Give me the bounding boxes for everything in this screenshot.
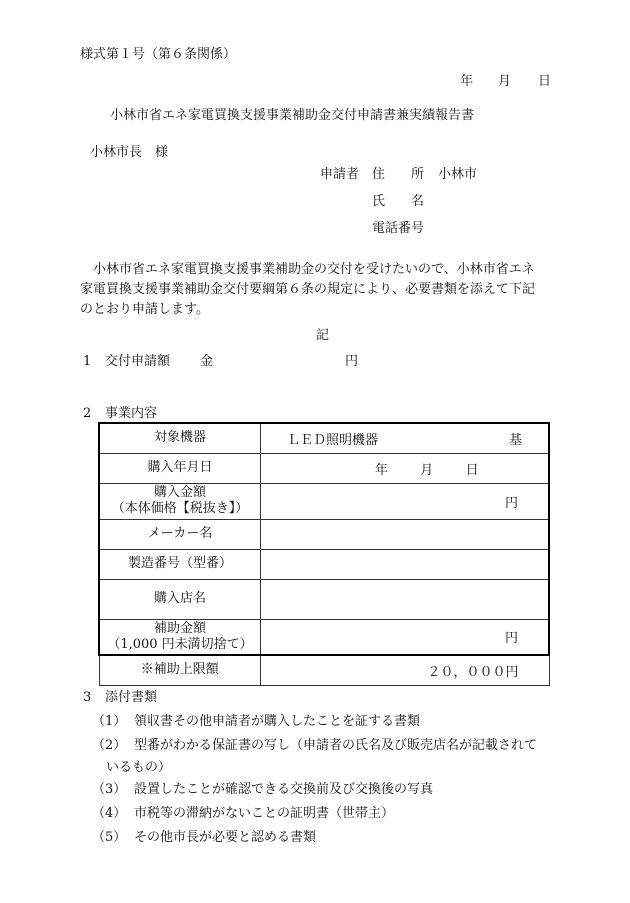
- body-line-2: 家電買換支援事業補助金交付要綱第６条の規定により、必要書類を添えて下記: [80, 282, 536, 297]
- attachment-number: （4）: [92, 806, 127, 821]
- attachment-text: その他市長が必要と認める書類: [134, 830, 317, 845]
- name-label: 氏 名: [372, 194, 425, 209]
- date-month: 月: [498, 74, 512, 89]
- table-row: [99, 549, 549, 579]
- section-1-label: 交付申請額: [105, 354, 171, 369]
- subsidy-cap-value: ２０，０００円: [261, 655, 550, 685]
- purchase-amount-label-line2: （本体価格【税抜き】）: [111, 501, 249, 516]
- document-title: 小林市省エネ家電買換支援事業補助金交付申請書兼実績報告書: [110, 108, 475, 123]
- target-device-unit: 基: [508, 432, 522, 448]
- address-label: 住 所: [372, 167, 425, 182]
- date-year: 年: [460, 74, 474, 89]
- table-row: [99, 453, 549, 483]
- section-3-number: 3: [83, 690, 92, 705]
- purchase-amount-label: [99, 483, 261, 519]
- table-row: [99, 423, 549, 453]
- maker-name-label: メーカー名: [99, 519, 261, 549]
- target-device-label: 対象機器: [99, 423, 261, 453]
- subsidy-amount-label-line2: （1,000 円未満切捨て）: [107, 636, 253, 652]
- purchase-date-year: 年: [375, 462, 389, 478]
- addressee: 小林市長 様: [90, 145, 169, 160]
- store-name-value: [261, 579, 550, 619]
- subsidy-amount-label: [99, 619, 261, 655]
- attachment-text: 設置したことが確認できる交換前及び交換後の写真: [134, 782, 434, 797]
- form-number: 様式第１号（第６条関係）: [80, 47, 237, 62]
- purchase-date-label: 購入年月日: [99, 453, 261, 483]
- purchase-amount-unit: 円: [261, 483, 550, 519]
- address-value: 小林市: [438, 167, 478, 182]
- attachment-number: （5）: [92, 830, 127, 845]
- target-device-value: ＬＥＤ照明機器: [287, 432, 379, 448]
- purchase-date-month: 月: [420, 462, 434, 478]
- table-row: [99, 619, 549, 655]
- attachment-text: 型番がわかる保証書の写し（申請者の氏名及び販売店名が記載されて: [134, 738, 538, 753]
- table-row: [99, 579, 549, 619]
- serial-number-value: [261, 549, 550, 579]
- section-1-number: 1: [83, 354, 92, 369]
- attachment-number: （3）: [92, 782, 127, 797]
- subsidy-amount-unit: 円: [261, 619, 550, 655]
- purchase-date-day: 日: [465, 462, 479, 478]
- table-row: [99, 655, 549, 685]
- body-line-3: のとおり申請します。: [80, 302, 209, 317]
- maker-name-value: [261, 519, 550, 549]
- applicant-label: 申請者: [320, 167, 360, 182]
- table-row: [99, 519, 549, 549]
- serial-number-label: 製造番号（型番）: [99, 549, 261, 579]
- purchase-amount-label-line1: 購入金額: [153, 485, 206, 500]
- business-content-table: [98, 422, 550, 686]
- phone-label: 電話番号: [372, 221, 425, 236]
- attachment-text: 市税等の滞納がないことの証明書（世帯主）: [134, 806, 395, 821]
- section-1-kin: 金: [200, 354, 214, 369]
- section-2-label: 事業内容: [105, 406, 158, 421]
- target-device-cell: [261, 423, 550, 453]
- section-3-label: 添付書類: [105, 690, 158, 705]
- attachment-text: 領収書その他申請者が購入したことを証する書類: [134, 714, 421, 729]
- attachment-number: （1）: [92, 714, 127, 729]
- store-name-label: 購入店名: [99, 579, 261, 619]
- purchase-date-cell: [261, 453, 550, 483]
- section-1-yen: 円: [345, 354, 359, 369]
- date-day: 日: [538, 74, 552, 89]
- ki-mark: 記: [316, 328, 330, 343]
- attachment-number: （2）: [92, 738, 127, 753]
- subsidy-cap-label: ※補助上限額: [99, 655, 261, 685]
- body-line-1: 小林市省エネ家電買換支援事業補助金の交付を受けたいので、小林市省エネ: [93, 262, 535, 277]
- table-row: [99, 483, 549, 519]
- attachment-text-continued: いるもの）: [106, 760, 172, 775]
- subsidy-amount-label-line1: 補助金額: [153, 620, 206, 636]
- section-2-number: 2: [83, 406, 92, 421]
